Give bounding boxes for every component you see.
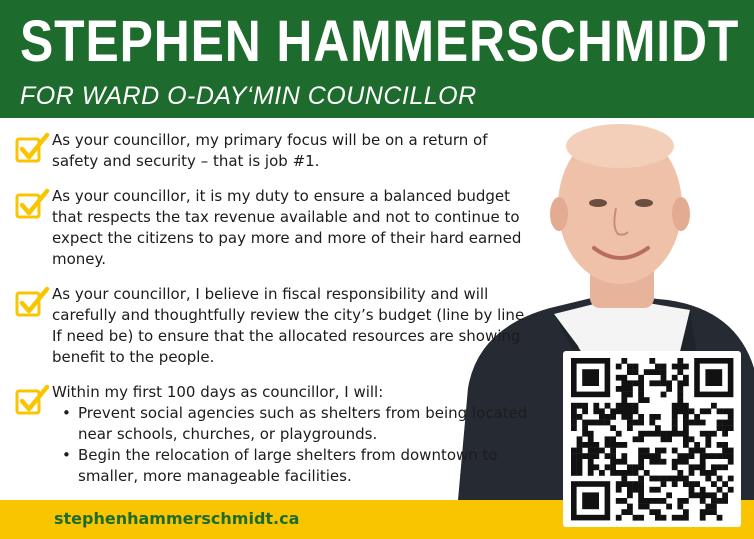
website-link[interactable]: stephenhammerschmidt.ca bbox=[54, 509, 300, 528]
platform-points bbox=[14, 130, 534, 501]
qr-code[interactable] bbox=[563, 351, 741, 527]
platform-point bbox=[14, 130, 534, 172]
candidate-subtitle: FOR WARD O-DAY‘MIN COUNCILLOR bbox=[20, 82, 477, 110]
point-text: Within my first 100 days as councillor, I will: bbox=[52, 383, 384, 401]
checkbox-check-icon bbox=[14, 132, 50, 164]
bullet-list bbox=[52, 403, 534, 487]
point-text: As your councillor, my primary focus will be on a return of safety and security – that is job #1. bbox=[52, 131, 488, 170]
point-text: As your councillor, I believe in fiscal responsibility and will carefully and thoughtfully review the city’s budget (line by line If need be) to ensure that the allocated resources are showing benefit to the people. bbox=[52, 285, 525, 366]
point-text: As your councillor, it is my duty to ensure a balanced budget that respects the tax revenue available and not to continue to expect the citizens to pay more and more of their hard earned money. bbox=[52, 187, 522, 268]
checkbox-check-icon bbox=[14, 286, 50, 318]
platform-point bbox=[14, 284, 534, 368]
checkbox-check-icon bbox=[14, 384, 50, 416]
candidate-name: STEPHEN HAMMERSCHMIDT bbox=[20, 9, 740, 74]
checkbox-check-icon bbox=[14, 188, 50, 220]
header-banner bbox=[0, 0, 754, 118]
bullet-item: • Begin the relocation of large shelters from downtown to smaller, more manageable facilities. bbox=[52, 445, 534, 487]
platform-point bbox=[14, 382, 534, 487]
bullet-item: • Prevent social agencies such as shelters from being located near schools, churches, or playgrounds. bbox=[52, 403, 534, 445]
platform-point bbox=[14, 186, 534, 270]
